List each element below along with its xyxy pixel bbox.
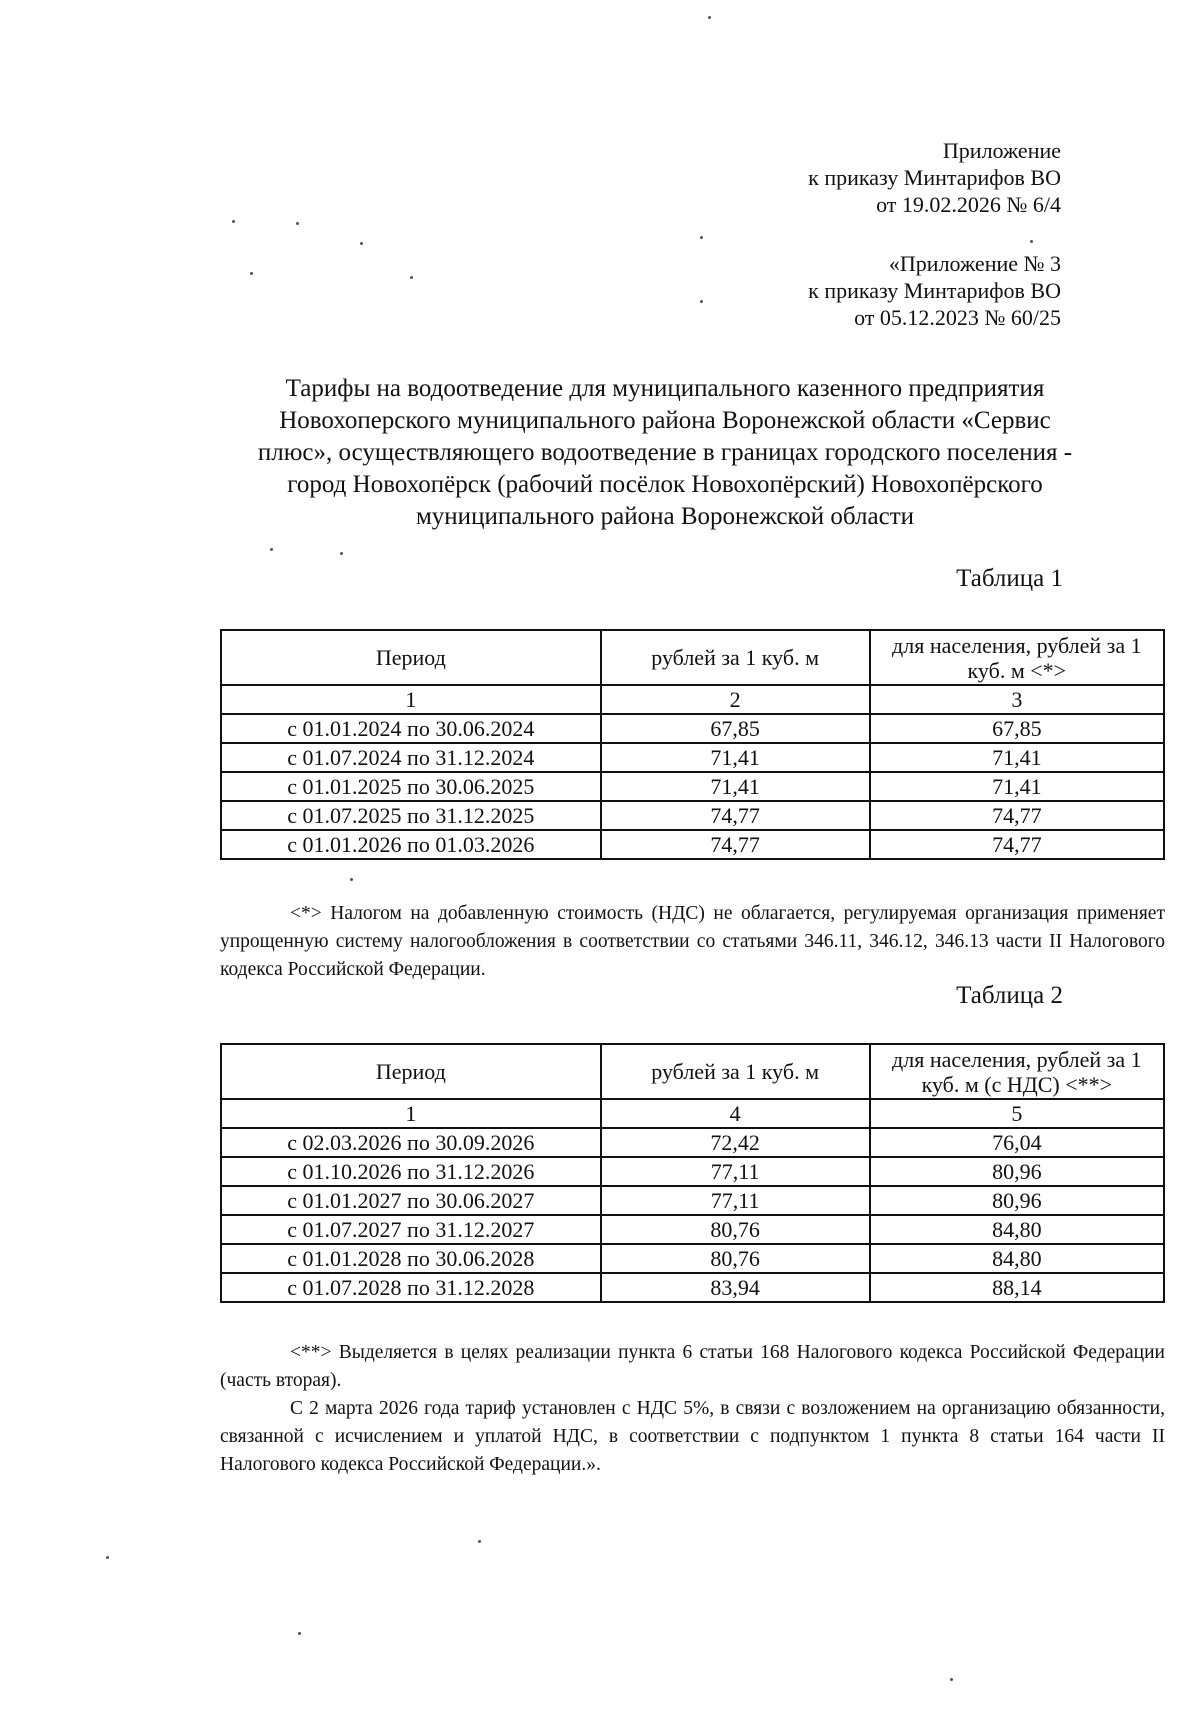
rate-cell: 72,42 — [601, 1128, 870, 1157]
rate-cell: 74,77 — [601, 801, 870, 830]
population-rate-cell: 84,80 — [870, 1215, 1164, 1244]
title-line: Тарифы на водоотведение для муниципального казенного предприятия — [285, 375, 1045, 402]
scan-speck — [106, 1556, 109, 1559]
header-population-rate-vat: для населения, рублей за 1 куб. м (с НДС) <**> — [870, 1044, 1164, 1099]
footnote-text: <*> Налогом на добавленную стоимость (НДС) не облагается, регулируемая организация применяет упрощенную систему налогообложения в соответствии со статьями 346.11, 346.12, 346.13 части II Налогового кодекса Российской Федерации. — [220, 903, 1165, 980]
footnote-vat-included — [220, 1339, 1165, 1479]
column-number: 5 — [870, 1099, 1164, 1128]
period-cell: с 01.07.2025 по 31.12.2025 — [221, 801, 601, 830]
scan-speck — [700, 236, 703, 239]
period-cell: с 01.07.2024 по 31.12.2024 — [221, 743, 601, 772]
appendix-line: к приказу Минтарифов ВО — [808, 278, 1061, 303]
footnote-text: С 2 марта 2026 года тариф установлен с НДС 5%, в связи с возложением на организацию обязанности, связанной с исчислением и уплатой НДС, в соответствии с подпунктом 1 пункта 8 статьи 164 части II Налогового кодекса Российской Федерации.». — [220, 1398, 1165, 1475]
appendix-line: Приложение — [942, 138, 1061, 163]
rate-cell: 83,94 — [601, 1273, 870, 1302]
scan-speck — [232, 220, 235, 223]
column-number: 3 — [870, 685, 1164, 714]
table-number-row — [221, 1099, 1164, 1128]
table-row — [221, 1244, 1164, 1273]
rate-cell: 67,85 — [601, 714, 870, 743]
period-cell: с 01.01.2027 по 30.06.2027 — [221, 1186, 601, 1215]
column-number: 4 — [601, 1099, 870, 1128]
population-rate-cell: 76,04 — [870, 1128, 1164, 1157]
table-1-caption: Таблица 1 — [956, 565, 1063, 592]
period-cell: с 01.01.2024 по 30.06.2024 — [221, 714, 601, 743]
appendix-header-previous — [808, 250, 1061, 331]
population-rate-cell: 88,14 — [870, 1273, 1164, 1302]
tariff-table-1 — [220, 629, 1165, 860]
scan-speck — [296, 222, 299, 225]
header-rub-per-m3: рублей за 1 куб. м — [601, 1044, 870, 1099]
population-rate-cell: 71,41 — [870, 772, 1164, 801]
header-population-rate: для населения, рублей за 1 куб. м <*> — [870, 630, 1164, 685]
table-2-caption: Таблица 2 — [956, 982, 1063, 1009]
appendix-line: «Приложение № 3 — [888, 251, 1061, 276]
rate-cell: 77,11 — [601, 1186, 870, 1215]
rate-cell: 74,77 — [601, 830, 870, 859]
rate-cell: 80,76 — [601, 1215, 870, 1244]
title-line: плюс», осуществляющего водоотведение в границах городского поселения - — [257, 439, 1073, 466]
scan-speck — [340, 552, 343, 555]
header-rub-per-m3: рублей за 1 куб. м — [601, 630, 870, 685]
period-cell: с 01.01.2025 по 30.06.2025 — [221, 772, 601, 801]
scan-speck — [708, 16, 711, 19]
table-row — [221, 1273, 1164, 1302]
scan-speck — [410, 276, 413, 279]
title-line: муниципального района Воронежской области — [415, 503, 914, 530]
scan-speck — [250, 272, 253, 275]
population-rate-cell: 80,96 — [870, 1186, 1164, 1215]
table-row — [221, 743, 1164, 772]
table-row — [221, 1215, 1164, 1244]
table-row — [221, 1157, 1164, 1186]
table-header-row — [221, 1044, 1164, 1099]
footnote-vat-exempt — [220, 900, 1165, 984]
population-rate-cell: 74,77 — [870, 830, 1164, 859]
column-number: 1 — [221, 1099, 601, 1128]
column-number: 1 — [221, 685, 601, 714]
period-cell: с 01.07.2028 по 31.12.2028 — [221, 1273, 601, 1302]
header-period: Период — [221, 1044, 601, 1099]
population-rate-cell: 80,96 — [870, 1157, 1164, 1186]
period-cell: с 01.10.2026 по 31.12.2026 — [221, 1157, 601, 1186]
appendix-line: к приказу Минтарифов ВО — [808, 165, 1061, 190]
population-rate-cell: 74,77 — [870, 801, 1164, 830]
population-rate-cell: 67,85 — [870, 714, 1164, 743]
header-period: Период — [221, 630, 601, 685]
table-row — [221, 1186, 1164, 1215]
scan-speck — [360, 242, 363, 245]
table-row — [221, 801, 1164, 830]
scan-speck — [298, 1632, 301, 1635]
scan-speck — [700, 300, 703, 303]
scan-speck — [950, 1678, 953, 1681]
period-cell: с 01.07.2027 по 31.12.2027 — [221, 1215, 601, 1244]
scan-speck — [270, 548, 273, 551]
table-number-row — [221, 685, 1164, 714]
scan-speck — [478, 1540, 481, 1543]
appendix-line: от 05.12.2023 № 60/25 — [854, 305, 1061, 330]
scan-speck — [350, 878, 353, 881]
rate-cell: 77,11 — [601, 1157, 870, 1186]
column-number: 2 — [601, 685, 870, 714]
title-line: город Новохопёрск (рабочий посёлок Новохопёрский) Новохопёрского — [287, 471, 1043, 498]
rate-cell: 80,76 — [601, 1244, 870, 1273]
table-header-row — [221, 630, 1164, 685]
document-title — [225, 373, 1105, 533]
table-row — [221, 1128, 1164, 1157]
rate-cell: 71,41 — [601, 743, 870, 772]
table-row — [221, 830, 1164, 859]
appendix-header-current — [808, 137, 1061, 218]
scan-speck — [1030, 240, 1033, 243]
period-cell: с 01.01.2028 по 30.06.2028 — [221, 1244, 601, 1273]
footnote-text: <**> Выделяется в целях реализации пункта 6 статьи 168 Налогового кодекса Российской Федерации (часть вторая). — [220, 1342, 1165, 1391]
table-row — [221, 714, 1164, 743]
table-row — [221, 772, 1164, 801]
appendix-line: от 19.02.2026 № 6/4 — [876, 192, 1061, 217]
period-cell: с 01.01.2026 по 01.03.2026 — [221, 830, 601, 859]
rate-cell: 71,41 — [601, 772, 870, 801]
population-rate-cell: 84,80 — [870, 1244, 1164, 1273]
population-rate-cell: 71,41 — [870, 743, 1164, 772]
title-line: Новохоперского муниципального района Воронежской области «Сервис — [279, 407, 1051, 434]
tariff-table-2 — [220, 1043, 1165, 1303]
period-cell: с 02.03.2026 по 30.09.2026 — [221, 1128, 601, 1157]
